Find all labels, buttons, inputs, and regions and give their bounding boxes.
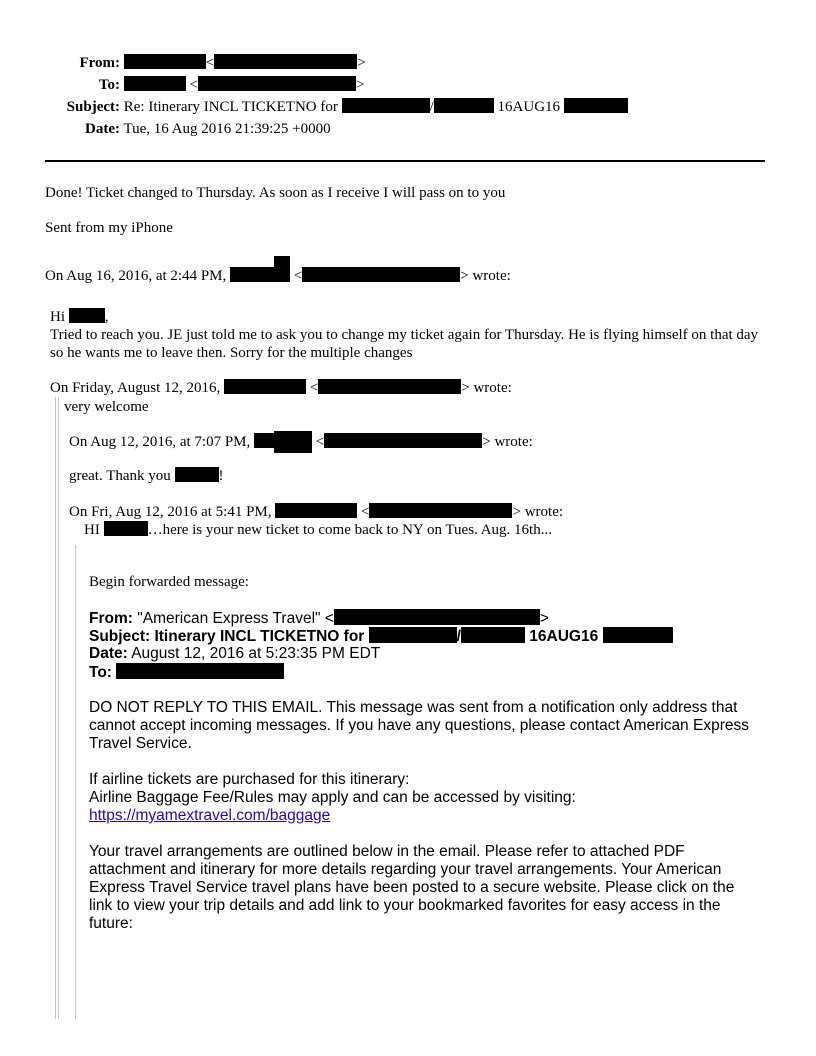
gt: >	[512, 504, 521, 520]
quote-bar	[55, 397, 56, 1019]
lt: <	[315, 434, 325, 450]
lt: <	[293, 268, 303, 284]
wrote-text: wrote:	[494, 434, 533, 450]
redacted-block	[69, 308, 105, 323]
wrote-text: wrote:	[472, 268, 511, 284]
signature: Sent from my iPhone	[45, 220, 173, 236]
redacted-block	[342, 98, 430, 113]
redacted-block	[124, 76, 186, 91]
fwd-baggage-line2: Airline Baggage Fee/Rules may apply and can be accessed by visiting:	[89, 789, 576, 806]
redacted-block	[603, 627, 673, 643]
lt: <	[361, 504, 370, 520]
lt: <	[205, 55, 215, 71]
baggage-link[interactable]: https://myamextravel.com/baggage	[89, 807, 331, 824]
wrote-text: wrote:	[524, 504, 564, 520]
header-to	[30, 76, 364, 94]
quote1-attribution	[45, 256, 511, 285]
to-label: To:	[98, 77, 120, 93]
quote2-attribution	[50, 379, 512, 397]
from-label: From:	[79, 55, 120, 71]
redacted-block	[324, 433, 482, 448]
redacted-block	[434, 98, 494, 113]
redacted-block	[334, 609, 540, 625]
quote-intro: On Aug 16, 2016, at 2:44 PM,	[45, 268, 227, 284]
header-divider	[45, 160, 765, 162]
subject-date: 16AUG16	[497, 99, 561, 115]
fwd-baggage-line1: If airline tickets are purchased for this itinerary:	[89, 771, 410, 788]
subject-label: Subject:	[66, 99, 120, 115]
fwd-paragraph-notice: DO NOT REPLY TO THIS EMAIL. This message was sent from a notification only address that cannot accept incoming messages. If you have any questions, please contact American Express Travel Service.	[89, 699, 749, 752]
gt: >	[539, 610, 549, 627]
hi-text: HI	[84, 522, 100, 538]
fwd-date-value: August 12, 2016 at 5:23:35 PM EDT	[131, 645, 381, 662]
header-subject	[30, 98, 628, 116]
quote-bar	[75, 545, 76, 1019]
redacted-block	[274, 431, 312, 453]
fwd-from-value: "American Express Travel" <	[137, 610, 334, 627]
redacted-block	[175, 467, 219, 482]
fwd-from-label: From:	[89, 610, 133, 627]
redacted-block	[318, 379, 461, 394]
fwd-date-label: Date:	[89, 645, 128, 662]
gt: >	[482, 434, 491, 450]
fwd-subject-label: Subject:	[89, 628, 151, 645]
baggage-link-wrap	[89, 807, 330, 825]
fwd-subject-date: 16AUG16	[529, 628, 599, 645]
gt: >	[357, 55, 366, 71]
comma: ,	[104, 309, 109, 325]
redacted-block	[275, 503, 357, 518]
hi-text: Hi	[50, 309, 65, 325]
header-from	[30, 54, 366, 72]
fwd-to-label: To:	[89, 664, 112, 681]
fwd-subject-value: Itinerary INCL TICKETNO for	[154, 628, 365, 645]
redacted-block	[214, 54, 357, 69]
subject-text: Re: Itinerary INCL TICKETNO for	[123, 99, 338, 115]
quote-intro: On Friday, August 12, 2016,	[50, 380, 221, 396]
forward-intro: Begin forwarded message:	[89, 574, 249, 590]
header-date	[30, 120, 331, 138]
quote2-body: very welcome	[64, 399, 149, 415]
redacted-block	[564, 98, 628, 113]
date-label: Date:	[85, 121, 120, 137]
gt: >	[461, 380, 470, 396]
quote1-greeting	[50, 308, 109, 326]
slash: /	[429, 99, 434, 115]
thanks-text: great. Thank you	[69, 468, 171, 484]
redacted-block	[198, 76, 356, 91]
wrote-text: wrote:	[473, 380, 512, 396]
lt: <	[189, 77, 198, 93]
redacted-block	[124, 54, 206, 69]
excl: !	[218, 468, 224, 484]
fwd-from	[89, 609, 549, 628]
quote1-body: Tried to reach you. JE just told me to ask you to change my ticket again for Thursday. He is flying himself on that day so he wants me to leave then. Sorry for the multiple changes	[50, 327, 759, 361]
quote3-attribution	[69, 431, 533, 453]
redacted-block	[274, 256, 290, 282]
fwd-date	[89, 645, 380, 663]
fwd-subject	[89, 627, 673, 646]
redacted-block	[116, 663, 284, 679]
slash: /	[456, 628, 461, 645]
gt: >	[460, 268, 469, 284]
quote3-body	[69, 467, 224, 485]
lt: <	[309, 380, 319, 396]
redacted-block	[369, 627, 457, 643]
redacted-block	[461, 627, 525, 643]
quote-bar	[58, 397, 59, 1019]
quote-intro: On Aug 12, 2016, at 7:07 PM,	[69, 434, 251, 450]
gt: >	[355, 77, 365, 93]
fwd-to	[89, 663, 284, 682]
redacted-block	[369, 503, 512, 518]
fwd-paragraph-arrangements: Your travel arrangements are outlined below in the email. Please refer to attached PDF attachment and itinerary for more details regarding your travel arrangements. Your American Express Travel Service travel plans have been posted to a secure website. Please click on the link to view your trip details and add link to your bookmarked favorites for easy access in the future:	[89, 843, 735, 932]
redacted-block	[230, 267, 274, 282]
quote-intro: On Fri, Aug 12, 2016 at 5:41 PM,	[69, 504, 272, 520]
reply-text: Done! Ticket changed to Thursday. As soon as I receive I will pass on to you	[45, 185, 506, 201]
redacted-block	[254, 433, 274, 448]
redacted-block	[104, 521, 148, 536]
quote4-attribution	[69, 503, 563, 521]
redacted-block	[302, 267, 460, 282]
redacted-block	[224, 379, 306, 394]
date-value: Tue, 16 Aug 2016 21:39:25 +0000	[123, 121, 331, 137]
quote4-body	[84, 521, 552, 539]
q4-text: …here is your new ticket to come back to NY on Tues. Aug. 16th...	[147, 522, 552, 538]
